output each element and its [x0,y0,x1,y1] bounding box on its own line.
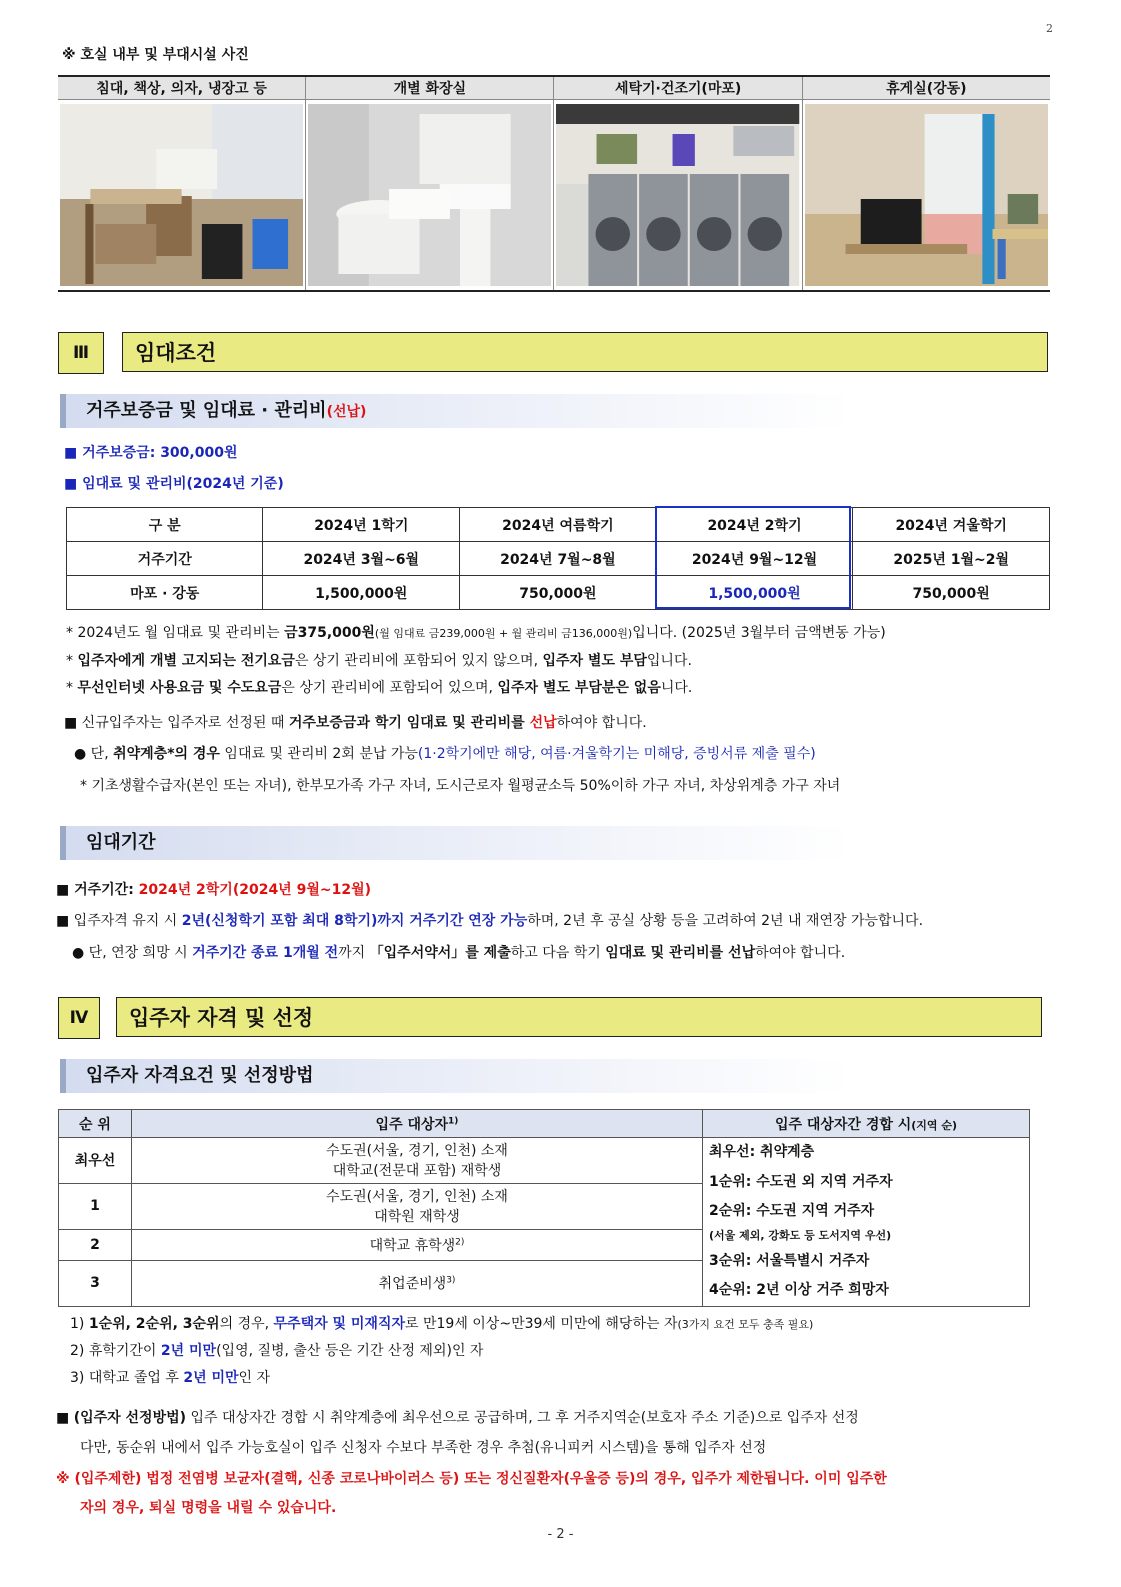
photo-cell-laundry [554,100,802,292]
text: 하며, 2년 후 공실 상황 등을 고려하여 2년 내 재연장 가능합니다. [527,913,924,929]
text: (3가지 요건 모두 충족 필요) [677,1318,814,1331]
priority-item: 최우선: 취약계층 [709,1144,815,1160]
photo-header-lounge: 휴게실(강동) [802,76,1050,100]
note-text: 입주자 별도 부담 [542,653,647,669]
rent-cell: 750,000원 [460,576,657,610]
text: (입주자 선정방법) [73,1410,187,1426]
text: 2년 미만 [160,1343,217,1359]
text: 인 자 [238,1370,271,1386]
deposit-amount: ■ 거주보증금: 300,000원 [64,445,238,461]
text: (지역 순) [911,1118,958,1132]
footnote-mark: 3) [446,1275,456,1286]
lounge-photo [805,104,1048,286]
text: 취약계층*의 경우 [113,746,220,762]
photo-header-laundry: 세탁기·건조기(마포) [554,76,802,100]
rent-header-cell: 구 분 [67,508,263,542]
text: 하여야 합니다. [556,715,647,731]
rent-header-cell: 2024년 1학기 [263,508,460,542]
target-cell [132,1183,703,1229]
text: 1순위, 2순위, 3순위 [88,1316,220,1332]
text: ■ [56,1410,74,1426]
priority-item: 4순위: 2년 이상 거주 희망자 [709,1282,889,1298]
rank-cell: 2 [59,1229,132,1260]
note-text: 니다. [660,680,693,696]
text: (입영, 질병, 출산 등은 기간 산정 제외)인 자 [216,1343,484,1359]
photo-caption: ※ 호실 내부 및 부대시설 사진 [62,47,249,63]
rent-cell: 1,500,000원 [263,576,460,610]
prepay-notice [64,712,647,732]
note-text: * [66,680,78,696]
text: ■ 신규입주자는 입주자로 선정된 때 [64,715,289,731]
note-text: * [66,653,78,669]
rent-cell: 750,000원 [853,576,1050,610]
section-4-title: 입주자 자격 및 선정 [116,997,1042,1037]
header-rank: 순 위 [59,1110,132,1138]
rent-header-cell: 2024년 겨울학기 [853,508,1050,542]
text: 임대료 및 관리비를 선납 [605,945,756,961]
extension-condition [72,942,845,962]
text: 대학교 휴학생 [369,1237,456,1254]
rent-header-cell: 2024년 2학기 [656,508,853,542]
text: 임대료 및 관리비 2회 분납 가능 [219,746,418,762]
section-3-title: 임대조건 [122,332,1048,372]
text: 대학원 재학생 [374,1209,460,1226]
bathroom-photo [308,104,551,286]
note-text: 무선인터넷 사용요금 및 수도요금 [77,680,282,696]
footnote-3 [70,1367,270,1387]
text: 2년 미만 [183,1370,239,1386]
note-text: 은 상기 관리비에 포함되어 있지 않으며, [294,653,543,669]
target-cell [132,1138,703,1184]
selection-method-note: 다만, 동순위 내에서 입주 가능호실이 입주 신청자 수보다 부족한 경우 추첨(유니피커 시스템)을 통해 입주자 선정 [80,1440,767,1456]
text: ● 단, [74,746,114,762]
note-text: 은 상기 관리비에 포함되어 있으며, [281,680,498,696]
table-row [67,576,1050,610]
selection-method [56,1407,859,1427]
text: 2년(신청학기 포함 최대 8학기)까지 거주기간 연장 가능 [181,913,528,929]
photo-table [58,75,1050,292]
text: ■ 거주기간: [56,882,139,898]
table-row [59,1138,1030,1184]
note-text: 입니다. [646,653,692,669]
photo-cell-room [58,100,306,292]
subsection-eligibility: 입주자 자격요건 및 선정방법 [60,1059,1050,1093]
rent-cell: 2024년 3월~6월 [263,542,460,576]
text: 까지 [338,945,370,961]
footnote-1 [70,1313,813,1333]
rent-cell: 2024년 9월~12월 [656,542,853,576]
priority-item: 1순위: 수도권 외 지역 거주자 [709,1173,893,1190]
text: 입주 대상자간 경합 시 취약계층에 최우선으로 공급하며, 그 후 거주지역순(보호자 주소 기준)으로 입주자 선정 [186,1410,859,1426]
text: 거주기간 종료 1개월 전 [192,945,339,961]
extension-notice [56,910,923,930]
text: (1·2학기에만 해당, 여름·겨울학기는 미해당, 증빙서류 제출 필수) [417,746,816,762]
eligibility-table [58,1109,1030,1307]
text: 취업준비생 [378,1276,447,1293]
text: 수도권(서울, 경기, 인천) 소재 [326,1189,508,1206]
rank-cell: 1 [59,1183,132,1229]
subsection-prepay-suffix: (선납) [326,404,367,420]
text: 하고 다음 학기 [510,945,606,961]
laundry-photo [556,104,799,286]
note-text: (월 임대료 금239,000원 + 월 관리비 금136,000원) [374,627,633,640]
subsection-deposit-rent-title: 거주보증금 및 임대료 · 관리비 [86,400,327,421]
rank-cell: 3 [59,1260,132,1306]
note-text: 입니다. (2025년 3월부터 금액변동 가능) [632,625,886,641]
photo-cell-bathroom [306,100,554,292]
room-photo [60,104,303,286]
text: 무주택자 및 미재직자 [273,1316,405,1332]
residence-period [56,879,371,899]
text: 선납 [529,715,557,731]
text: 2) 휴학기간이 [70,1343,161,1359]
rent-cell: 거주기간 [67,542,263,576]
text: 대학교(전문대 포함) 재학생 [332,1163,502,1180]
page-number-bottom: - 2 - [547,1527,574,1542]
priority-item: 2순위: 수도권 지역 거주자 [709,1203,875,1219]
photo-cell-lounge [802,100,1050,292]
rent-cell: 마포 · 강동 [67,576,263,610]
rent-table-header [67,508,1050,542]
text: ■ 입주자격 유지 시 [56,913,182,929]
eligibility-header [59,1110,1030,1138]
target-cell [132,1229,703,1260]
note-monthly-fee [66,622,886,642]
priority-list [703,1138,1030,1307]
photo-header-bathroom: 개별 화장실 [306,76,554,100]
table-row [67,542,1050,576]
photo-header-room: 침대, 책상, 의자, 냉장고 등 [58,76,306,100]
section-3-number: Ⅲ [58,332,104,374]
text: 하여야 합니다. [755,945,846,961]
footnote-2 [70,1340,483,1360]
note-internet-water [66,677,692,697]
rent-table [66,507,1050,610]
text: 거주보증금과 학기 임대료 및 관리비를 [288,715,530,731]
text: ● 단, 연장 희망 시 [72,945,193,961]
rent-cell-highlight: 1,500,000원 [656,576,853,610]
note-text: 입주자 별도 부담분은 없음 [497,680,661,696]
text: 1) [70,1316,89,1332]
page-number-top: 2 [1046,22,1053,35]
text: 로 만19세 이상~만39세 미만에 해당하는 자 [405,1316,678,1332]
note-electricity [66,650,692,670]
restriction-notice-2: 자의 경우, 퇴실 명령을 내릴 수 있습니다. [80,1500,337,1516]
rent-label: ■ 임대료 및 관리비(2024년 기준) [64,476,284,492]
priority-item: 3순위: 서울특별시 거주자 [709,1252,870,1269]
text: 「입주서약서」를 제출 [369,945,511,961]
rent-cell: 2024년 7월~8월 [460,542,657,576]
rent-cell: 2025년 1월~2월 [853,542,1050,576]
target-cell [132,1260,703,1306]
note-text: 입주자에게 개별 고지되는 전기요금 [77,653,295,669]
text: 의 경우, [219,1316,274,1332]
installment-notice [74,743,816,763]
footnote-mark: 2) [455,1236,465,1247]
note-text: 금375,000원 [284,625,375,641]
priority-note: (서울 제외, 강화도 등 도서지역 우선) [709,1228,892,1242]
header-target [132,1110,703,1138]
subsection-deposit-rent [60,394,1050,428]
text: 2024년 2학기(2024년 9월~12월) [138,882,371,898]
vulnerable-definition: * 기초생활수급자(본인 또는 자녀), 한부모가족 가구 자녀, 도시근로자 월평균소득 50%이하 가구 자녀, 차상위계층 가구 자녀 [80,778,841,794]
text: 입주 대상자 [375,1116,449,1133]
section-4-number: Ⅳ [58,997,100,1039]
restriction-notice-1: ※ (입주제한) 법정 전염병 보균자(결핵, 신종 코로나바이러스 등) 또는 정신질환자(우울증 등)의 경우, 입주가 제한됩니다. 이미 입주한 [56,1471,887,1487]
text: 3) 대학교 졸업 후 [70,1370,184,1386]
rank-cell: 최우선 [59,1138,132,1184]
text: 입주 대상자간 경합 시 [774,1116,912,1133]
header-competition [703,1110,1030,1138]
text: 수도권(서울, 경기, 인천) 소재 [326,1143,508,1160]
note-text: * 2024년도 월 임대료 및 관리비는 [66,625,285,641]
rent-header-cell: 2024년 여름학기 [460,508,657,542]
subsection-lease-period: 임대기간 [60,826,1050,860]
footnote-mark: 1) [448,1115,459,1126]
